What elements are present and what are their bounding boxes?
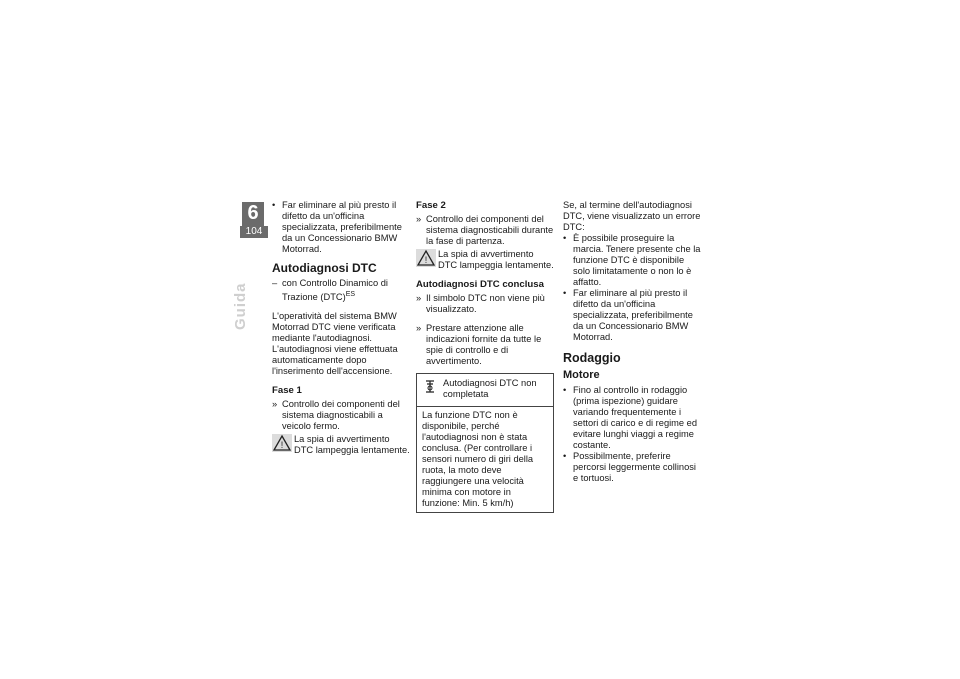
list-item: • Far eliminare al più presto il difetto da un'officina specializzata, preferibilmente da un Concessionario BMW Motorrad.	[272, 200, 410, 255]
motorcycle-note-icon	[423, 379, 437, 395]
list-item: • Possibilmente, preferire percorsi leggermente collinosi e tortuosi.	[563, 451, 703, 484]
list-item: » Controllo dei componenti del sistema diagnosticabili durante la fase di partenza.	[416, 214, 554, 247]
svg-text:!: !	[424, 255, 428, 265]
note-header	[417, 374, 553, 407]
chapter-number: 6	[247, 202, 259, 224]
section-heading: Autodiagnosi DTC	[272, 261, 377, 275]
paragraph: Se, al termine dell'autodiagnosi DTC, viene visualizzato un errore DTC:	[563, 200, 701, 232]
page-number: 104	[240, 226, 268, 238]
note-body: La funzione DTC non è disponibile, perché l'autodiagnosi non è stata conclusa. (Per controllare i sensori numero di giri della ruota, la moto deve raggiungere una velocità minima con motore in funzione: Min. 5 km/h)	[422, 410, 534, 508]
dash-text: con Controllo Dinamico di Trazione (DTC)	[282, 278, 388, 303]
superscript: ES	[345, 291, 356, 298]
list-item: » Controllo dei componenti del sistema diagnosticabili a veicolo fermo.	[272, 399, 410, 432]
list-item: » Prestare attenzione alle indicazioni fornite da tutte le spie di controllo e di avvertimento.	[416, 323, 554, 367]
list-item: • Far eliminare al più presto il difetto da un'officina specializzata, preferibilmente da un Concessionario BMW Motorrad.	[563, 288, 703, 343]
list-item	[272, 278, 410, 303]
column-2	[416, 200, 554, 513]
subheading: Autodiagnosi DTC conclusa	[416, 279, 544, 290]
warning-note	[416, 249, 554, 271]
warning-text: La spia di avvertimento DTC lampeggia lentamente.	[438, 249, 554, 270]
paragraph: L'operatività del sistema BMW Motorrad DTC viene verificata mediante l'autodiagnosi. L'autodiagnosi viene effettuata automaticamente dopo l'inserimento dell'accensione.	[272, 311, 398, 377]
note-title: Autodiagnosi DTC non completata	[443, 378, 537, 399]
section-heading: Rodaggio	[563, 351, 621, 365]
warning-note	[272, 434, 410, 456]
warning-triangle-icon	[416, 249, 436, 267]
list-item: » Il simbolo DTC non viene più visualizzato.	[416, 293, 554, 315]
warning-text: La spia di avvertimento DTC lampeggia lentamente.	[294, 434, 410, 456]
section-label: Guida	[232, 282, 249, 330]
svg-text:!: !	[280, 440, 284, 451]
subheading: Fase 1	[272, 385, 302, 397]
list-item: • È possibile proseguire la marcia. Tenere presente che la funzione DTC è disponibile solo limitatamente o non lo è affatto.	[563, 233, 703, 288]
warning-triangle-icon	[272, 434, 292, 452]
column-1	[272, 200, 410, 456]
note-box	[416, 373, 554, 513]
column-3	[563, 200, 703, 484]
subheading: Fase 2	[416, 200, 446, 211]
list-item: • Fino al controllo in rodaggio (prima ispezione) guidare variando frequentemente i settori di carico e di regime ed evitare lunghi viaggi a regime costante.	[563, 385, 703, 451]
subsection-heading: Motore	[563, 369, 600, 381]
